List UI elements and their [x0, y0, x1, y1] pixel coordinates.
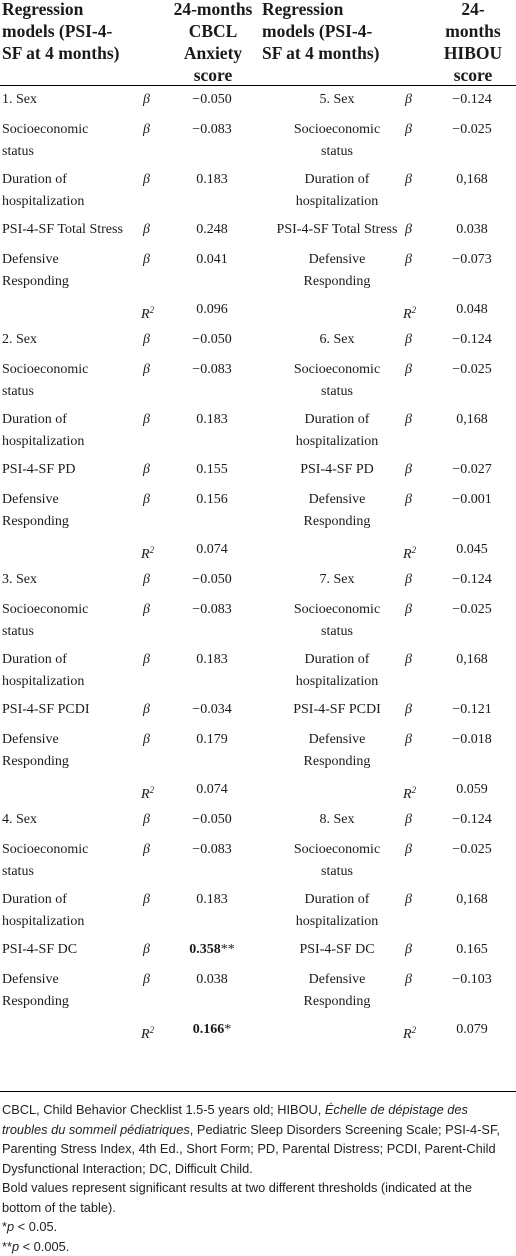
left-variable-label	[2, 119, 88, 163]
value-text: 0.074	[196, 782, 228, 797]
label-line: Defensive	[2, 729, 69, 751]
right-variable-label	[262, 249, 412, 293]
label-line: Responding	[262, 751, 412, 773]
label-line: status	[2, 621, 88, 643]
left-beta-symbol: β	[143, 809, 150, 831]
right-variable-label	[262, 459, 412, 481]
squared-superscript: 2	[412, 545, 417, 555]
header-line: 24-months	[150, 0, 276, 20]
squared-superscript: 2	[150, 1025, 155, 1035]
left-variable-label	[2, 839, 88, 883]
left-value	[172, 119, 252, 141]
label-line: Responding	[2, 511, 69, 533]
header-line: 24-	[430, 0, 516, 20]
left-beta-symbol: β	[143, 489, 150, 511]
left-variable-label	[2, 329, 37, 351]
label-line: Responding	[262, 511, 412, 533]
right-beta-symbol: β	[405, 359, 412, 381]
left-value	[172, 89, 252, 111]
label-line: 2. Sex	[2, 329, 37, 351]
label-line: Duration of	[2, 409, 84, 431]
label-line: Responding	[2, 271, 69, 293]
label-line: PSI-4-SF PCDI	[262, 699, 412, 721]
left-r-squared-value	[172, 779, 252, 801]
left-variable-label	[2, 489, 69, 533]
left-r-squared-label	[141, 779, 154, 806]
right-r-squared-value: 0.059	[432, 779, 512, 801]
right-variable-label	[262, 489, 412, 533]
left-value	[172, 169, 252, 191]
value-text: 0.183	[196, 412, 228, 427]
right-value: −0.025	[432, 599, 512, 621]
left-variable-label	[2, 459, 76, 481]
right-beta-symbol: β	[405, 599, 412, 621]
left-value	[172, 409, 252, 431]
r-symbol: R	[141, 307, 150, 322]
abbreviations-note: CBCL, Child Behavior Checklist 1.5-5 years old; HIBOU, Échelle de dépistage des troubles du sommeil pédiatriques, Pediatric Sleep Disorders Screening Scale; PSI-4-SF, Parenting Stress Index, 4th Ed., Short Form; PD, Parental Distress; PCDI, Parent-Child Dysfunctional Interaction; DC, Difficult Child.	[2, 1100, 514, 1178]
right-variable-label	[262, 839, 412, 883]
label-line: Socioeconomic	[262, 839, 412, 861]
r-symbol: R	[141, 787, 150, 802]
right-variable-label	[262, 809, 412, 831]
right-value: −0.121	[432, 699, 512, 721]
value-text: 0.248	[196, 222, 228, 237]
right-value: 0,168	[432, 649, 512, 671]
right-r-squared-label	[403, 299, 416, 326]
left-beta-symbol: β	[143, 409, 150, 431]
footer-rule	[0, 1091, 516, 1092]
label-line: Socioeconomic	[262, 359, 412, 381]
label-line: Defensive	[262, 249, 412, 271]
right-r-squared-label	[403, 539, 416, 566]
left-value	[172, 249, 252, 271]
header-left-models	[2, 0, 142, 64]
label-line: Defensive	[262, 489, 412, 511]
label-line: PSI-4-SF DC	[2, 939, 77, 961]
value-text: 0.155	[196, 462, 228, 477]
right-value: −0.124	[432, 329, 512, 351]
label-line: status	[262, 141, 412, 163]
left-beta-symbol: β	[143, 839, 150, 861]
label-line: status	[262, 381, 412, 403]
right-variable-label	[262, 969, 412, 1013]
left-value	[172, 569, 252, 591]
left-variable-label	[2, 89, 37, 111]
value-text: −0.050	[192, 332, 231, 347]
left-variable-label	[2, 169, 84, 213]
label-line: 7. Sex	[262, 569, 412, 591]
label-line: PSI-4-SF PD	[2, 459, 76, 481]
header-line: CBCL	[150, 20, 276, 42]
value-text: 0.179	[196, 732, 228, 747]
left-variable-label	[2, 649, 84, 693]
right-r-squared-label	[403, 779, 416, 806]
right-beta-symbol: β	[405, 219, 412, 241]
value-text: −0.083	[192, 362, 231, 377]
label-line: 4. Sex	[2, 809, 37, 831]
right-variable-label	[262, 599, 412, 643]
right-beta-symbol: β	[405, 329, 412, 351]
header-line: SF at 4 months)	[262, 42, 402, 64]
significance-stars: *	[224, 1022, 231, 1037]
left-value	[172, 969, 252, 991]
label-line: PSI-4-SF PD	[262, 459, 412, 481]
left-beta-symbol: β	[143, 249, 150, 271]
right-beta-symbol: β	[405, 809, 412, 831]
right-variable-label	[262, 409, 412, 453]
right-beta-symbol: β	[405, 939, 412, 961]
header-line: SF at 4 months)	[2, 42, 142, 64]
left-variable-label	[2, 939, 77, 961]
left-value	[172, 809, 252, 831]
label-line: 8. Sex	[262, 809, 412, 831]
label-line: PSI-4-SF PCDI	[2, 699, 90, 721]
left-variable-label	[2, 249, 69, 293]
left-value	[172, 729, 252, 751]
right-variable-label	[262, 889, 412, 933]
left-value	[172, 939, 252, 961]
label-line: Defensive	[2, 489, 69, 511]
header-line: Regression	[2, 0, 142, 20]
label-line: Defensive	[2, 969, 69, 991]
left-r-squared-label	[141, 1019, 154, 1046]
value-text: −0.034	[192, 702, 231, 717]
left-beta-symbol: β	[143, 729, 150, 751]
value-text: −0.083	[192, 842, 231, 857]
value-text: 0.183	[196, 892, 228, 907]
right-variable-label	[262, 89, 412, 111]
r-symbol: R	[403, 547, 412, 562]
right-beta-symbol: β	[405, 699, 412, 721]
left-variable-label	[2, 699, 90, 721]
right-variable-label	[262, 219, 412, 241]
squared-superscript: 2	[412, 785, 417, 795]
label-line: 3. Sex	[2, 569, 37, 591]
right-variable-label	[262, 729, 412, 773]
header-line: HIBOU	[430, 42, 516, 64]
label-line: Socioeconomic	[2, 599, 88, 621]
left-value	[172, 839, 252, 861]
right-value: −0.103	[432, 969, 512, 991]
value-text: 0.183	[196, 652, 228, 667]
right-r-squared-label	[403, 1019, 416, 1046]
label-line: Socioeconomic	[262, 599, 412, 621]
left-beta-symbol: β	[143, 599, 150, 621]
left-beta-symbol: β	[143, 699, 150, 721]
label-line: hospitalization	[2, 191, 84, 213]
bold-values-note: Bold values represent significant results at two different thresholds (indicated at the bottom of the table).	[2, 1178, 514, 1217]
r-symbol: R	[403, 307, 412, 322]
left-value	[172, 459, 252, 481]
right-value: 0,168	[432, 889, 512, 911]
label-line: PSI-4-SF Total Stress	[2, 219, 123, 241]
label-line: 6. Sex	[262, 329, 412, 351]
label-line: Duration of	[2, 169, 84, 191]
value-text: 0.183	[196, 172, 228, 187]
header-line: Anxiety	[150, 42, 276, 64]
label-line: hospitalization	[2, 431, 84, 453]
left-beta-symbol: β	[143, 649, 150, 671]
right-beta-symbol: β	[405, 169, 412, 191]
left-variable-label	[2, 729, 69, 773]
right-value: −0.124	[432, 89, 512, 111]
right-value: 0,168	[432, 409, 512, 431]
right-variable-label	[262, 569, 412, 591]
label-line: status	[262, 861, 412, 883]
label-line: Defensive	[2, 249, 69, 271]
right-r-squared-value: 0.079	[432, 1019, 512, 1041]
right-beta-symbol: β	[405, 649, 412, 671]
left-variable-label	[2, 359, 88, 403]
right-variable-label	[262, 939, 412, 961]
value-text: 0.041	[196, 252, 228, 267]
left-r-squared-value	[172, 1019, 252, 1041]
right-variable-label	[262, 649, 412, 693]
left-variable-label	[2, 569, 37, 591]
right-value: 0.165	[432, 939, 512, 961]
right-value: −0.025	[432, 839, 512, 861]
right-beta-symbol: β	[405, 729, 412, 751]
label-line: 5. Sex	[262, 89, 412, 111]
value-text: 0.358	[189, 942, 221, 957]
significance-stars: **	[221, 942, 235, 957]
header-rule	[0, 85, 516, 86]
right-beta-symbol: β	[405, 89, 412, 111]
left-beta-symbol: β	[143, 889, 150, 911]
header-right-score	[430, 0, 516, 86]
header-line: models (PSI-4-	[262, 20, 402, 42]
label-line: Responding	[2, 991, 69, 1013]
left-value	[172, 889, 252, 911]
squared-superscript: 2	[150, 545, 155, 555]
right-value: −0.025	[432, 359, 512, 381]
squared-superscript: 2	[412, 1025, 417, 1035]
left-value	[172, 489, 252, 511]
label-line: Defensive	[262, 969, 412, 991]
right-value: −0.073	[432, 249, 512, 271]
left-variable-label	[2, 599, 88, 643]
label-line: Duration of	[2, 649, 84, 671]
right-variable-label	[262, 329, 412, 351]
right-r-squared-value: 0.045	[432, 539, 512, 561]
right-beta-symbol: β	[405, 249, 412, 271]
significance-note-1: *p < 0.05.	[2, 1217, 514, 1237]
header-right-models	[262, 0, 402, 64]
label-line: hospitalization	[262, 671, 412, 693]
left-r-squared-value	[172, 539, 252, 561]
right-variable-label	[262, 699, 412, 721]
r-symbol: R	[141, 547, 150, 562]
label-line: Duration of	[262, 169, 412, 191]
label-line: status	[262, 621, 412, 643]
left-r-squared-label	[141, 539, 154, 566]
left-beta-symbol: β	[143, 939, 150, 961]
significance-note-2: **p < 0.005.	[2, 1237, 514, 1256]
right-beta-symbol: β	[405, 409, 412, 431]
label-line: Responding	[262, 991, 412, 1013]
label-line: Duration of	[262, 889, 412, 911]
label-line: status	[2, 861, 88, 883]
label-line: hospitalization	[262, 191, 412, 213]
label-line: Socioeconomic	[2, 119, 88, 141]
right-variable-label	[262, 169, 412, 213]
r-symbol: R	[403, 1027, 412, 1042]
label-line: hospitalization	[262, 431, 412, 453]
label-line: Socioeconomic	[2, 839, 88, 861]
header-line: months	[430, 20, 516, 42]
label-line: hospitalization	[2, 671, 84, 693]
left-beta-symbol: β	[143, 89, 150, 111]
header-line: score	[150, 64, 276, 86]
value-text: −0.050	[192, 572, 231, 587]
left-variable-label	[2, 809, 37, 831]
r-symbol: R	[403, 787, 412, 802]
left-beta-symbol: β	[143, 119, 150, 141]
value-text: −0.083	[192, 602, 231, 617]
label-line: hospitalization	[262, 911, 412, 933]
label-line: Duration of	[2, 889, 84, 911]
label-line: 1. Sex	[2, 89, 37, 111]
header-line: models (PSI-4-	[2, 20, 142, 42]
left-variable-label	[2, 969, 69, 1013]
value-text: 0.166	[193, 1022, 225, 1037]
left-value	[172, 359, 252, 381]
left-r-squared-label	[141, 299, 154, 326]
right-value: −0.018	[432, 729, 512, 751]
right-value: 0,168	[432, 169, 512, 191]
right-beta-symbol: β	[405, 839, 412, 861]
left-beta-symbol: β	[143, 569, 150, 591]
right-r-squared-value: 0.048	[432, 299, 512, 321]
left-variable-label	[2, 409, 84, 453]
right-value: −0.001	[432, 489, 512, 511]
left-beta-symbol: β	[143, 459, 150, 481]
value-text: −0.050	[192, 92, 231, 107]
right-beta-symbol: β	[405, 489, 412, 511]
right-beta-symbol: β	[405, 569, 412, 591]
right-beta-symbol: β	[405, 889, 412, 911]
right-beta-symbol: β	[405, 969, 412, 991]
label-line: PSI-4-SF DC	[262, 939, 412, 961]
right-value: −0.124	[432, 569, 512, 591]
r-symbol: R	[141, 1027, 150, 1042]
value-text: 0.038	[196, 972, 228, 987]
left-value	[172, 219, 252, 241]
right-value: −0.025	[432, 119, 512, 141]
label-line: Responding	[2, 751, 69, 773]
left-r-squared-value	[172, 299, 252, 321]
label-line: hospitalization	[2, 911, 84, 933]
squared-superscript: 2	[150, 305, 155, 315]
label-line: Socioeconomic	[2, 359, 88, 381]
squared-superscript: 2	[150, 785, 155, 795]
left-value	[172, 599, 252, 621]
right-beta-symbol: β	[405, 459, 412, 481]
left-beta-symbol: β	[143, 169, 150, 191]
label-line: Socioeconomic	[262, 119, 412, 141]
left-value	[172, 649, 252, 671]
label-line: status	[2, 381, 88, 403]
value-text: −0.050	[192, 812, 231, 827]
left-beta-symbol: β	[143, 359, 150, 381]
value-text: −0.083	[192, 122, 231, 137]
right-value: −0.027	[432, 459, 512, 481]
value-text: 0.096	[196, 302, 228, 317]
left-beta-symbol: β	[143, 329, 150, 351]
left-variable-label	[2, 889, 84, 933]
header-left-score	[150, 0, 276, 86]
left-beta-symbol: β	[143, 219, 150, 241]
label-line: Responding	[262, 271, 412, 293]
table-footnotes	[2, 1100, 514, 1256]
header-line: score	[430, 64, 516, 86]
right-value: 0.038	[432, 219, 512, 241]
value-text: 0.156	[196, 492, 228, 507]
squared-superscript: 2	[412, 305, 417, 315]
label-line: PSI-4-SF Total Stress	[262, 219, 412, 241]
label-line: status	[2, 141, 88, 163]
header-line: Regression	[262, 0, 402, 20]
label-line: Duration of	[262, 409, 412, 431]
left-beta-symbol: β	[143, 969, 150, 991]
left-variable-label	[2, 219, 123, 241]
right-beta-symbol: β	[405, 119, 412, 141]
value-text: 0.074	[196, 542, 228, 557]
right-variable-label	[262, 359, 412, 403]
right-variable-label	[262, 119, 412, 163]
label-line: Duration of	[262, 649, 412, 671]
left-value	[172, 329, 252, 351]
left-value	[172, 699, 252, 721]
right-value: −0.124	[432, 809, 512, 831]
label-line: Defensive	[262, 729, 412, 751]
